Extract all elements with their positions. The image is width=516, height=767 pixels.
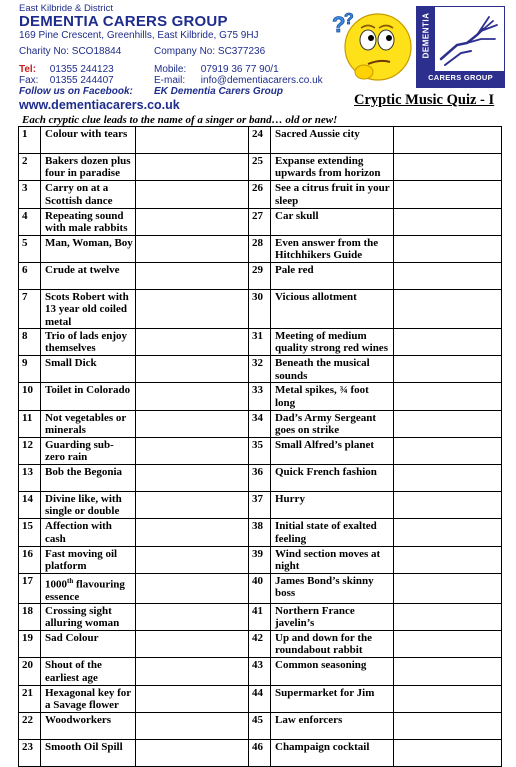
answer-cell[interactable] (136, 631, 249, 658)
answer-cell[interactable] (394, 519, 502, 546)
clue-text: Not vegetables or minerals (41, 410, 136, 437)
logo-side-text: DEMENTIA (421, 12, 431, 59)
clue-number: 13 (19, 464, 41, 491)
clue-text: Fast moving oil platform (41, 546, 136, 573)
clue-text: Colour with tears (41, 127, 136, 154)
quiz-row (19, 739, 502, 766)
answer-cell[interactable] (394, 290, 502, 329)
clue-number: 41 (249, 603, 271, 630)
clue-number: 36 (249, 464, 271, 491)
clue-number: 18 (19, 603, 41, 630)
facebook-label: Follow us on Facebook: (19, 86, 133, 97)
answer-cell[interactable] (394, 356, 502, 383)
answer-cell[interactable] (394, 181, 502, 208)
clue-text: Supermarket for Jim (271, 685, 394, 712)
mobile-label: Mobile: (154, 64, 187, 75)
charity-number: Charity No: SCO18844 (19, 46, 122, 57)
clue-number: 10 (19, 383, 41, 410)
clue-number: 38 (249, 519, 271, 546)
clue-text: Guarding sub-zero rain (41, 437, 136, 464)
answer-cell[interactable] (394, 712, 502, 739)
clue-text: Carry on at a Scottish dance (41, 181, 136, 208)
quiz-table (18, 126, 502, 767)
quiz-row (19, 154, 502, 181)
clue-number: 11 (19, 410, 41, 437)
logo-image-area (417, 7, 504, 71)
answer-cell[interactable] (394, 546, 502, 573)
answer-cell[interactable] (136, 383, 249, 410)
quiz-row (19, 546, 502, 573)
clue-number: 27 (249, 208, 271, 235)
quiz-row (19, 410, 502, 437)
clue-text: See a citrus fruit in your sleep (271, 181, 394, 208)
answer-cell[interactable] (136, 208, 249, 235)
quiz-row (19, 437, 502, 464)
answer-cell[interactable] (394, 739, 502, 766)
clue-number: 35 (249, 437, 271, 464)
clue-text: Smooth Oil Spill (41, 739, 136, 766)
clue-number: 7 (19, 290, 41, 329)
clue-number: 2 (19, 154, 41, 181)
clue-text: Sad Colour (41, 631, 136, 658)
clue-number: 43 (249, 658, 271, 685)
answer-cell[interactable] (136, 356, 249, 383)
answer-cell[interactable] (136, 685, 249, 712)
clue-number: 6 (19, 262, 41, 289)
clue-number: 15 (19, 519, 41, 546)
mobile-number: 07919 36 77 90/1 (200, 64, 279, 75)
answer-cell[interactable] (394, 383, 502, 410)
answer-cell[interactable] (394, 154, 502, 181)
clue-number: 25 (249, 154, 271, 181)
quiz-title: Cryptic Music Quiz - I (354, 92, 495, 108)
clue-number: 3 (19, 181, 41, 208)
answer-cell[interactable] (136, 127, 249, 154)
logo-side-band (417, 7, 435, 71)
quiz-row (19, 329, 502, 356)
clue-number: 17 (19, 573, 41, 603)
clue-text: Divine like, with single or double (41, 492, 136, 519)
answer-cell[interactable] (394, 492, 502, 519)
quiz-row (19, 464, 502, 491)
clue-text: Woodworkers (41, 712, 136, 739)
clue-number: 19 (19, 631, 41, 658)
email-address[interactable]: info@dementiacarers.co.uk (200, 75, 323, 86)
email-label: E-mail: (154, 75, 186, 86)
answer-cell[interactable] (394, 410, 502, 437)
answer-cell[interactable] (394, 235, 502, 262)
clue-text: Sacred Aussie city (271, 127, 394, 154)
answer-cell[interactable] (136, 154, 249, 181)
clue-text: Wind section moves at night (271, 546, 394, 573)
answer-cell[interactable] (136, 603, 249, 630)
answer-cell[interactable] (136, 290, 249, 329)
clue-number: 22 (19, 712, 41, 739)
clue-number: 40 (249, 573, 271, 603)
clue-number: 8 (19, 329, 41, 356)
clue-text: Trio of lads enjoy themselves (41, 329, 136, 356)
clue-number: 21 (19, 685, 41, 712)
clue-text: 1000th flavouring essence (41, 573, 136, 603)
clue-text: Small Alfred’s planet (271, 437, 394, 464)
quiz-row (19, 519, 502, 546)
clue-number: 20 (19, 658, 41, 685)
tel-label: Tel: (19, 64, 37, 75)
clue-text: Metal spikes, ¾ foot long (271, 383, 394, 410)
answer-cell[interactable] (136, 492, 249, 519)
hands-icon (437, 9, 503, 69)
logo-bottom-text: CARERS GROUP (428, 73, 493, 82)
answer-cell[interactable] (136, 573, 249, 603)
clue-number: 46 (249, 739, 271, 766)
quiz-row (19, 658, 502, 685)
clue-text: Initial state of exalted feeling (271, 519, 394, 546)
clue-text: Car skull (271, 208, 394, 235)
quiz-row (19, 492, 502, 519)
answer-cell[interactable] (136, 546, 249, 573)
clue-text: Beneath the musical sounds (271, 356, 394, 383)
clue-number: 12 (19, 437, 41, 464)
clue-text: Northern France javelin’s (271, 603, 394, 630)
quiz-row (19, 383, 502, 410)
clue-text: James Bond’s skinny boss (271, 573, 394, 603)
answer-cell[interactable] (394, 437, 502, 464)
clue-number: 28 (249, 235, 271, 262)
clue-text: Even answer from the Hitchhikers Guide (271, 235, 394, 262)
clue-number: 29 (249, 262, 271, 289)
quiz-row (19, 356, 502, 383)
quiz-row (19, 127, 502, 154)
quiz-row (19, 262, 502, 289)
quiz-row (19, 290, 502, 329)
org-address: 169 Pine Crescent, Greenhills, East Kilbride, G75 9HJ (19, 30, 259, 41)
answer-cell[interactable] (394, 573, 502, 603)
clue-number: 16 (19, 546, 41, 573)
clue-number: 44 (249, 685, 271, 712)
org-name: DEMENTIA CARERS GROUP (19, 13, 228, 30)
answer-cell[interactable] (394, 329, 502, 356)
quiz-row (19, 235, 502, 262)
clue-text: Quick French fashion (271, 464, 394, 491)
answer-cell[interactable] (394, 208, 502, 235)
answer-cell[interactable] (136, 181, 249, 208)
clue-number: 37 (249, 492, 271, 519)
clue-number: 45 (249, 712, 271, 739)
clue-number: 31 (249, 329, 271, 356)
clue-number: 33 (249, 383, 271, 410)
clue-text: Pale red (271, 262, 394, 289)
quiz-row (19, 603, 502, 630)
clue-text: Bob the Begonia (41, 464, 136, 491)
clue-text: Meeting of medium quality strong red wines (271, 329, 394, 356)
clue-text: Crude at twelve (41, 262, 136, 289)
email-line (154, 75, 323, 86)
answer-cell[interactable] (394, 603, 502, 630)
answer-cell[interactable] (136, 712, 249, 739)
quiz-instructions: Each cryptic clue leads to the name of a singer or band… old or new! (22, 114, 338, 126)
answer-cell[interactable] (136, 519, 249, 546)
answer-cell[interactable] (394, 262, 502, 289)
dementia-carers-logo (416, 6, 505, 88)
clue-text: Hurry (271, 492, 394, 519)
clue-text: Scots Robert with 13 year old coiled metal (41, 290, 136, 329)
clue-text: Man, Woman, Boy (41, 235, 136, 262)
answer-cell[interactable] (394, 127, 502, 154)
quiz-row (19, 573, 502, 603)
answer-cell[interactable] (136, 464, 249, 491)
clue-text: Up and down for the roundabout rabbit (271, 631, 394, 658)
clue-text: Affection with cash (41, 519, 136, 546)
answer-cell[interactable] (394, 631, 502, 658)
clue-text: Shout of the earliest age (41, 658, 136, 685)
clue-number: 42 (249, 631, 271, 658)
quiz-row (19, 631, 502, 658)
answer-cell[interactable] (394, 464, 502, 491)
clue-text: Dad’s Army Sergeant goes on strike (271, 410, 394, 437)
tel-number: 01355 244123 (49, 64, 114, 75)
quiz-row (19, 181, 502, 208)
clue-number: 4 (19, 208, 41, 235)
company-number: Company No: SC377236 (154, 46, 266, 57)
fax-line (19, 75, 114, 86)
clue-number: 30 (249, 290, 271, 329)
svg-text:?: ? (344, 11, 354, 28)
answer-cell[interactable] (136, 410, 249, 437)
clue-text: Law enforcers (271, 712, 394, 739)
clue-text: Repeating sound with male rabbits (41, 208, 136, 235)
quiz-row (19, 208, 502, 235)
tel-line (19, 64, 114, 75)
clue-text: Toilet in Colorado (41, 383, 136, 410)
org-district-line: East Kilbride & District (19, 3, 113, 14)
fax-label: Fax: (19, 75, 39, 86)
clue-number: 34 (249, 410, 271, 437)
answer-cell[interactable] (136, 739, 249, 766)
clue-number: 39 (249, 546, 271, 573)
clue-text: Crossing sight alluring woman (41, 603, 136, 630)
svg-text:?: ? (332, 12, 346, 37)
clue-text: Expanse extending upwards from horizon (271, 154, 394, 181)
mobile-line (154, 64, 279, 75)
clue-number: 5 (19, 235, 41, 262)
clue-text: Bakers dozen plus four in paradise (41, 154, 136, 181)
quiz-row (19, 685, 502, 712)
answer-cell[interactable] (394, 658, 502, 685)
clue-number: 1 (19, 127, 41, 154)
website-link[interactable]: www.dementiacarers.co.uk (19, 98, 180, 112)
clue-number: 24 (249, 127, 271, 154)
clue-text: Common seasoning (271, 658, 394, 685)
clue-text: Champaign cocktail (271, 739, 394, 766)
clue-number: 14 (19, 492, 41, 519)
answer-cell[interactable] (136, 262, 249, 289)
clue-text: Vicious allotment (271, 290, 394, 329)
answer-cell[interactable] (136, 658, 249, 685)
answer-cell[interactable] (136, 329, 249, 356)
answer-cell[interactable] (394, 685, 502, 712)
fax-number: 01355 244407 (49, 75, 114, 86)
answer-cell[interactable] (136, 437, 249, 464)
thinking-smiley-icon (328, 6, 414, 88)
clue-number: 32 (249, 356, 271, 383)
quiz-row (19, 712, 502, 739)
clue-text: Small Dick (41, 356, 136, 383)
clue-number: 26 (249, 181, 271, 208)
clue-text: Hexagonal key for a Savage flower (41, 685, 136, 712)
clue-number: 23 (19, 739, 41, 766)
answer-cell[interactable] (136, 235, 249, 262)
clue-number: 9 (19, 356, 41, 383)
facebook-page[interactable]: EK Dementia Carers Group (154, 86, 283, 97)
